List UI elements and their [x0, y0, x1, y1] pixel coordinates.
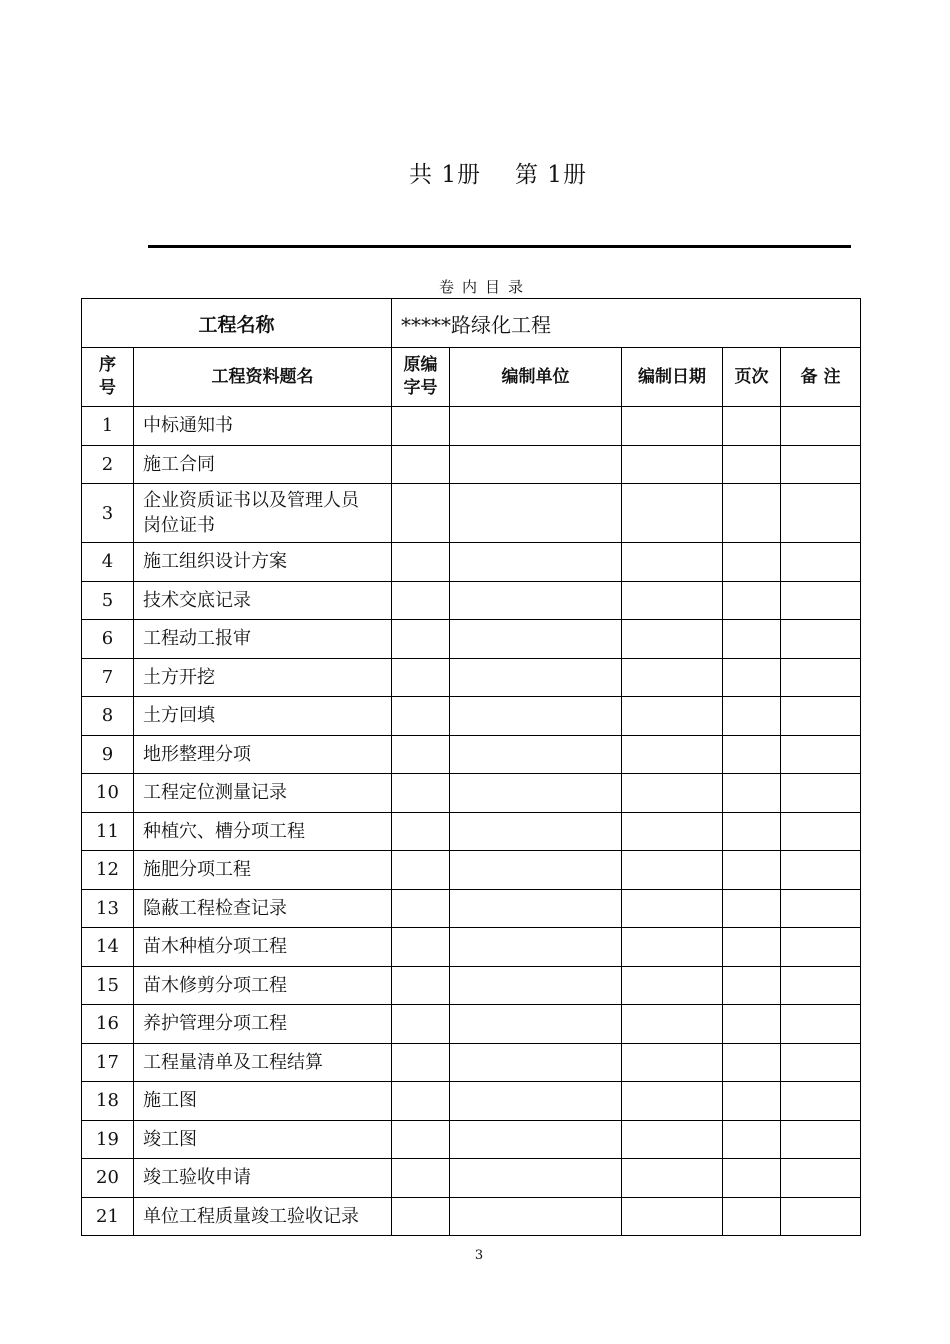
row-page	[723, 1043, 781, 1082]
table-row	[82, 889, 861, 928]
row-title-line: 岗位证书	[143, 515, 215, 536]
row-number: 12	[82, 851, 134, 890]
row-number: 13	[82, 889, 134, 928]
table-row	[82, 543, 861, 582]
row-date	[622, 1082, 723, 1121]
row-date	[622, 445, 723, 484]
row-date	[622, 620, 723, 659]
row-title: 竣工图	[134, 1120, 392, 1159]
row-orig-no	[392, 1197, 450, 1236]
row-orig-no	[392, 735, 450, 774]
row-number: 8	[82, 697, 134, 736]
row-title: 单位工程质量竣工验收记录	[134, 1197, 392, 1236]
row-number: 21	[82, 1197, 134, 1236]
row-number: 18	[82, 1082, 134, 1121]
table-row	[82, 928, 861, 967]
row-orig-no	[392, 581, 450, 620]
row-date	[622, 1159, 723, 1198]
row-unit	[450, 543, 622, 582]
row-unit	[450, 620, 622, 659]
row-number: 20	[82, 1159, 134, 1198]
horizontal-rule	[148, 245, 851, 248]
row-date	[622, 484, 723, 543]
project-name-label: 工程名称	[82, 299, 392, 348]
row-note	[781, 658, 861, 697]
row-unit	[450, 1197, 622, 1236]
row-date	[622, 928, 723, 967]
row-unit	[450, 697, 622, 736]
row-date	[622, 966, 723, 1005]
row-note	[781, 407, 861, 446]
row-title: 苗木种植分项工程	[134, 928, 392, 967]
row-unit	[450, 1082, 622, 1121]
row-unit	[450, 1005, 622, 1044]
row-note	[781, 445, 861, 484]
row-unit	[450, 889, 622, 928]
row-page	[723, 697, 781, 736]
row-title: 土方回填	[134, 697, 392, 736]
project-name-row	[82, 299, 861, 348]
row-title: 施工合同	[134, 445, 392, 484]
header-note: 备 注	[781, 348, 861, 407]
row-unit	[450, 812, 622, 851]
row-note	[781, 889, 861, 928]
table-row	[82, 445, 861, 484]
row-date	[622, 851, 723, 890]
row-number: 14	[82, 928, 134, 967]
table-row	[82, 966, 861, 1005]
row-page	[723, 620, 781, 659]
row-note	[781, 620, 861, 659]
row-number: 19	[82, 1120, 134, 1159]
row-note	[781, 697, 861, 736]
row-unit	[450, 581, 622, 620]
row-page	[723, 851, 781, 890]
table-row	[82, 484, 861, 543]
row-title: 工程定位测量记录	[134, 774, 392, 813]
row-number: 10	[82, 774, 134, 813]
volume-total: 共 1册	[409, 162, 481, 188]
row-page	[723, 735, 781, 774]
row-note	[781, 1005, 861, 1044]
row-date	[622, 812, 723, 851]
row-note	[781, 812, 861, 851]
row-unit	[450, 928, 622, 967]
row-title: 施肥分项工程	[134, 851, 392, 890]
table-row	[82, 851, 861, 890]
header-orig-no: 原编 字号	[392, 348, 450, 407]
row-title: 种植穴、槽分项工程	[134, 812, 392, 851]
row-note	[781, 735, 861, 774]
row-page	[723, 928, 781, 967]
row-page	[723, 445, 781, 484]
row-date	[622, 581, 723, 620]
table-row	[82, 620, 861, 659]
row-unit	[450, 851, 622, 890]
table-row	[82, 658, 861, 697]
row-orig-no	[392, 1043, 450, 1082]
row-orig-no	[392, 966, 450, 1005]
row-page	[723, 889, 781, 928]
row-title: 技术交底记录	[134, 581, 392, 620]
header-title: 工程资料题名	[134, 348, 392, 407]
row-number: 16	[82, 1005, 134, 1044]
row-orig-no	[392, 543, 450, 582]
row-page	[723, 543, 781, 582]
table-row	[82, 1082, 861, 1121]
row-note	[781, 581, 861, 620]
row-orig-no	[392, 774, 450, 813]
row-page	[723, 407, 781, 446]
toc-table	[81, 298, 861, 1236]
row-note	[781, 851, 861, 890]
row-unit	[450, 658, 622, 697]
row-unit	[450, 407, 622, 446]
row-unit	[450, 966, 622, 1005]
row-orig-no	[392, 812, 450, 851]
row-title: 苗木修剪分项工程	[134, 966, 392, 1005]
row-orig-no	[392, 658, 450, 697]
row-title	[134, 484, 392, 543]
table-row	[82, 735, 861, 774]
row-unit	[450, 1043, 622, 1082]
header-date: 编制日期	[622, 348, 723, 407]
row-number: 1	[82, 407, 134, 446]
row-page	[723, 966, 781, 1005]
project-name-value: *****路绿化工程	[392, 299, 861, 348]
row-title: 施工组织设计方案	[134, 543, 392, 582]
row-page	[723, 1159, 781, 1198]
row-date	[622, 1043, 723, 1082]
row-date	[622, 658, 723, 697]
table-row	[82, 1159, 861, 1198]
row-page	[723, 812, 781, 851]
row-title: 土方开挖	[134, 658, 392, 697]
row-orig-no	[392, 407, 450, 446]
row-date	[622, 774, 723, 813]
row-orig-no	[392, 1005, 450, 1044]
row-page	[723, 658, 781, 697]
row-page	[723, 484, 781, 543]
row-orig-no	[392, 445, 450, 484]
row-number: 5	[82, 581, 134, 620]
row-title: 工程动工报审	[134, 620, 392, 659]
row-note	[781, 1120, 861, 1159]
row-number: 11	[82, 812, 134, 851]
row-page	[723, 1197, 781, 1236]
row-note	[781, 543, 861, 582]
row-date	[622, 735, 723, 774]
row-note	[781, 966, 861, 1005]
row-title: 地形整理分项	[134, 735, 392, 774]
volume-indicator	[0, 156, 950, 189]
table-row	[82, 581, 861, 620]
row-note	[781, 1197, 861, 1236]
row-unit	[450, 445, 622, 484]
table-row	[82, 774, 861, 813]
row-date	[622, 1120, 723, 1159]
toc-rows	[82, 407, 861, 1236]
table-row	[82, 697, 861, 736]
row-orig-no	[392, 889, 450, 928]
row-unit	[450, 484, 622, 543]
row-orig-no	[392, 697, 450, 736]
row-number: 6	[82, 620, 134, 659]
row-title-line: 企业资质证书以及管理人员	[143, 490, 359, 511]
row-title: 隐蔽工程检查记录	[134, 889, 392, 928]
row-title: 竣工验收申请	[134, 1159, 392, 1198]
header-row	[82, 348, 861, 407]
header-unit: 编制单位	[450, 348, 622, 407]
row-number: 9	[82, 735, 134, 774]
row-note	[781, 1082, 861, 1121]
row-unit	[450, 1120, 622, 1159]
row-number: 7	[82, 658, 134, 697]
row-date	[622, 1197, 723, 1236]
row-date	[622, 697, 723, 736]
row-title: 工程量清单及工程结算	[134, 1043, 392, 1082]
table-row	[82, 812, 861, 851]
row-orig-no	[392, 1159, 450, 1198]
toc-title: 卷内目录	[438, 278, 531, 296]
row-date	[622, 1005, 723, 1044]
row-note	[781, 484, 861, 543]
row-title: 中标通知书	[134, 407, 392, 446]
table-row	[82, 407, 861, 446]
row-orig-no	[392, 620, 450, 659]
row-note	[781, 1043, 861, 1082]
row-unit	[450, 735, 622, 774]
row-date	[622, 543, 723, 582]
row-note	[781, 774, 861, 813]
row-date	[622, 889, 723, 928]
page-number: 3	[474, 1248, 484, 1263]
row-page	[723, 1005, 781, 1044]
row-note	[781, 1159, 861, 1198]
table-row	[82, 1197, 861, 1236]
row-number: 17	[82, 1043, 134, 1082]
row-page	[723, 774, 781, 813]
row-page	[723, 581, 781, 620]
row-number: 4	[82, 543, 134, 582]
table-row	[82, 1043, 861, 1082]
row-title: 养护管理分项工程	[134, 1005, 392, 1044]
row-unit	[450, 1159, 622, 1198]
row-number: 3	[82, 484, 134, 543]
row-orig-no	[392, 851, 450, 890]
row-title: 施工图	[134, 1082, 392, 1121]
row-orig-no	[392, 484, 450, 543]
table-row	[82, 1005, 861, 1044]
row-number: 15	[82, 966, 134, 1005]
row-number: 2	[82, 445, 134, 484]
header-seq: 序 号	[82, 348, 134, 407]
volume-current: 第 1册	[515, 162, 587, 188]
row-note	[781, 928, 861, 967]
row-unit	[450, 774, 622, 813]
table-row	[82, 1120, 861, 1159]
row-orig-no	[392, 928, 450, 967]
row-page	[723, 1082, 781, 1121]
row-page	[723, 1120, 781, 1159]
row-date	[622, 407, 723, 446]
row-orig-no	[392, 1082, 450, 1121]
row-orig-no	[392, 1120, 450, 1159]
header-page: 页次	[723, 348, 781, 407]
